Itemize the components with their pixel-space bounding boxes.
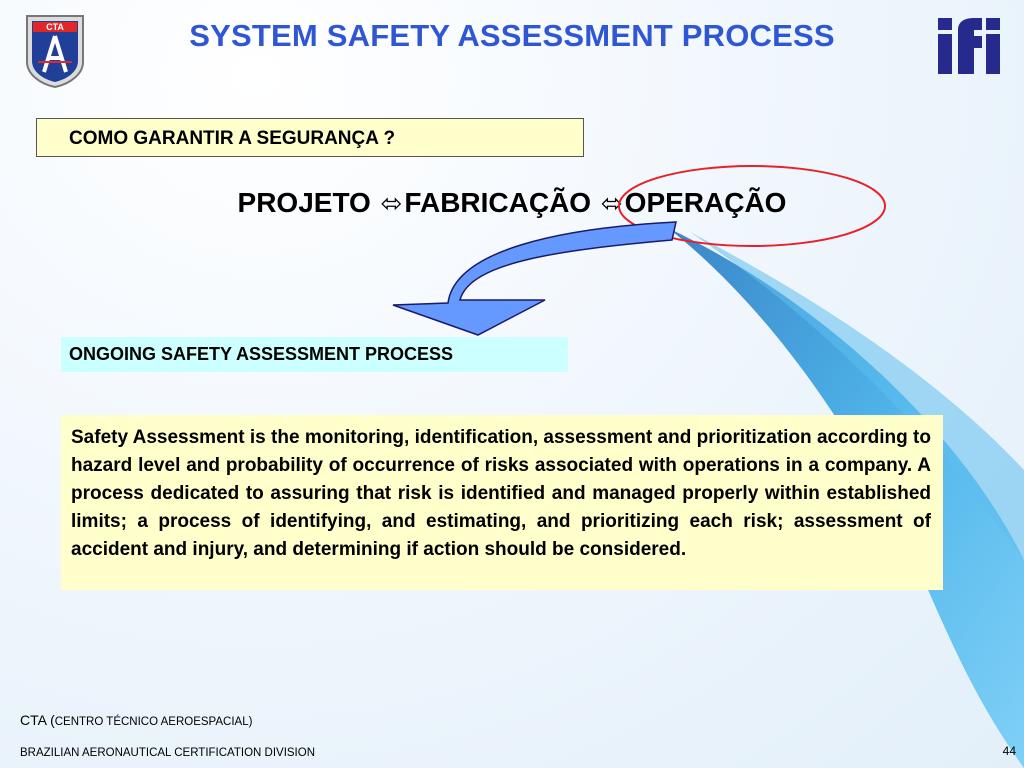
- footer-division: BRAZILIAN AERONAUTICAL CERTIFICATION DIVISION: [20, 747, 316, 759]
- page-number: 44: [1002, 744, 1016, 758]
- question-box: COMO GARANTIR A SEGURANÇA ?: [36, 118, 584, 157]
- svg-text:CTA: CTA: [46, 22, 64, 32]
- double-arrow-icon: ⬄: [600, 188, 623, 218]
- ongoing-process-label: ONGOING SAFETY ASSESSMENT PROCESS: [61, 337, 568, 372]
- footer-org-name: CENTRO TÉCNICO AEROESPACIAL): [54, 716, 253, 728]
- flow-step-fabricacao: FABRICAÇÃO: [404, 187, 592, 218]
- flow-step-operacao: OPERAÇÃO: [624, 187, 787, 218]
- slide-title: SYSTEM SAFETY ASSESSMENT PROCESS: [189, 18, 835, 53]
- double-arrow-icon: ⬄: [380, 188, 403, 218]
- flow-step-projeto: PROJETO: [237, 187, 371, 218]
- definition-text: Safety Assessment is the monitoring, identification, assessment and prioritization according to hazard level and probability of occurrence of risks associated with operations in a company. A process dedicated to assuring that risk is identified and managed properly within established limits; a process of identifying, and estimating, and prioritizing each risk; assessment of accident and injury, and determining if action should be considered.: [61, 415, 943, 590]
- footer-organization: [20, 712, 252, 728]
- footer-org-abbr: CTA (: [20, 712, 55, 728]
